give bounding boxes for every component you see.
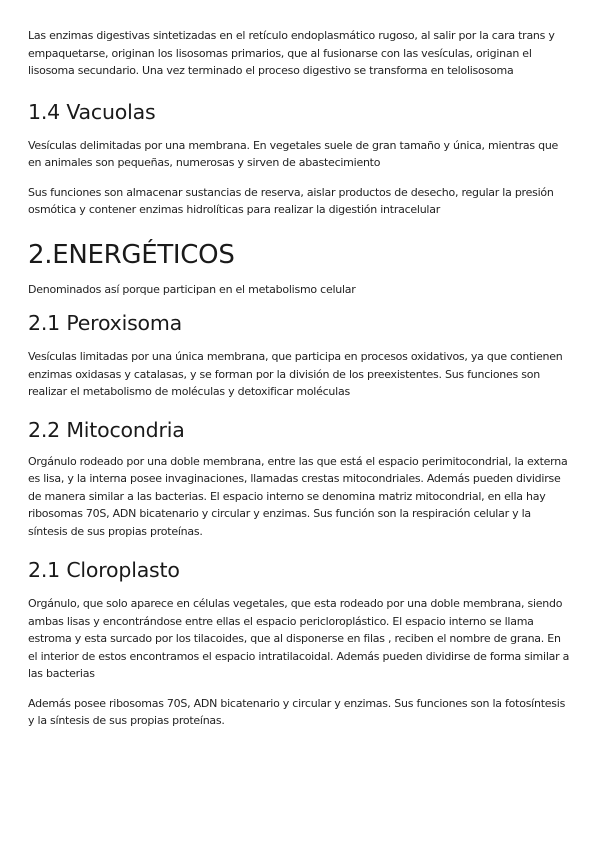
paragraph-lisosomas: Las enzimas digestivas sintetizadas en el retículo endoplasmático rugoso, al salir por la cara trans y empaquetarse, originan los lisosomas primarios, que al fusionarse con las vesículas, originan el lisosoma secundario. Una vez terminado el proceso digestivo se transforma en telolisosoma: [28, 29, 555, 77]
heading-cloroplasto: 2.1 Cloroplasto: [28, 558, 180, 582]
heading-vacuolas: 1.4 Vacuolas: [28, 99, 156, 124]
paragraph-cloroplasto-structure: Orgánulo, que solo aparece en células vegetales, que esta rodeado por una doble membrana, siendo ambas lisas y encontrándose entre ellas el espacio pericloroplástico. El espacio interno se llama estroma y esta surcado por los tilacoides, que al disponerse en filas , reciben el nombre de grana. En el interior de estos encontramos el espacio intratilacoidal. Además pueden dividirse de forma similar a las bacterias: [28, 597, 570, 680]
paragraph-energeticos: Denominados así porque participan en el metabolismo celular: [28, 282, 356, 296]
heading-mitocondria: 2.2 Mitocondria: [28, 417, 185, 442]
paragraph-vacuolas-functions: Sus funciones son almacenar sustancias de reserva, aislar productos de desecho, regular la presión osmótica y contener enzimas hidrolíticas para realizar la digestión intracelular: [28, 185, 554, 216]
heading-energeticos: 2.ENERGÉTICOS: [28, 239, 235, 270]
heading-peroxisoma: 2.1 Peroxisoma: [28, 311, 183, 335]
paragraph-cloroplasto-functions: Además posee ribosomas 70S, ADN bicatenario y circular y enzimas. Sus funciones son la fotosíntesis y la síntesis de sus propias proteínas.: [28, 696, 566, 727]
paragraph-vacuolas-definition: Vesículas delimitadas por una membrana. En vegetales suele de gran tamaño y única, mientras que en animales son pequeñas, numerosas y sirven de abastecimiento: [28, 138, 559, 169]
paragraph-mitocondria: Orgánulo rodeado por una doble membrana, entre las que está el espacio perimitocondrial, la externa es lisa, y la interna posee invaginaciones, llamadas crestas mitocondriales. Además pueden dividirse de manera similar a las bacterias. El espacio interno se denomina matriz mitocondrial, en ella hay ribosomas 70S, ADN bicatenario y circular y enzimas. Sus función son la respiración celular y la síntesis de sus propias proteínas.: [28, 454, 568, 538]
paragraph-peroxisoma: Vesículas limitadas por una única membrana, que participa en procesos oxidativos, ya que contienen enzimas oxidasas y catalasas, y se forman por la división de los preexistentes. Sus funciones son realizar el metabolismo de moléculas y detoxificar moléculas: [28, 350, 563, 398]
